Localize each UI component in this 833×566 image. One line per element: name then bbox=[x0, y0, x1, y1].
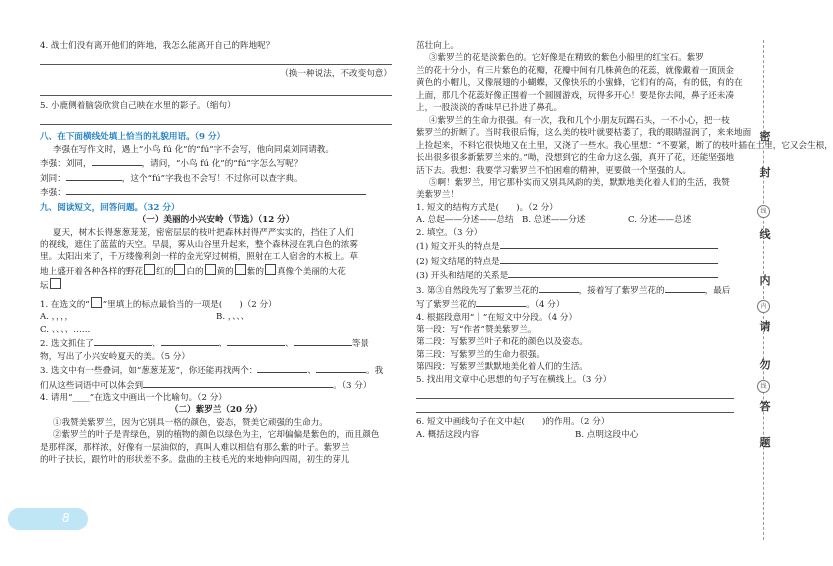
dialog-text: 李强：刘同， bbox=[40, 159, 92, 170]
passage-2-line: 兰的花十分小，有三片紫色的花瓣，花瓣中间有几株黄色的花蕊，就像戴着一顶顶金 bbox=[416, 65, 734, 76]
margin-char: 勿 bbox=[759, 358, 771, 371]
dashed-sealing-line bbox=[763, 40, 764, 540]
passage-2-line: 活下去。我想：我要学习紫罗兰不怕困难的精神，更要做一个坚强的人。 bbox=[416, 165, 692, 176]
punctuation-box[interactable] bbox=[265, 264, 276, 275]
margin-char: 答 bbox=[759, 400, 771, 413]
option-c[interactable]: C. 、、、、…… bbox=[40, 324, 91, 335]
passage-1-line bbox=[40, 264, 392, 278]
question-text: 写了紫罗兰花的 bbox=[416, 300, 477, 311]
dialog-line bbox=[40, 156, 392, 170]
passage-2-line: 长出很多很多新紫罗兰来的。”呦，没想到它的生命力这么强，真开了花，还能坚强地 bbox=[416, 153, 735, 164]
punctuation-box[interactable] bbox=[174, 264, 185, 275]
answer-blank[interactable] bbox=[66, 185, 366, 195]
p2-question-1: 1. 短文的结构方式是( )。（2 分） bbox=[416, 202, 558, 213]
answer-line[interactable] bbox=[40, 54, 392, 65]
p1-question-3: 3. 选文中有一些叠词，如“葱葱茏茏”，你还能再找两个： 、 。我 bbox=[40, 363, 392, 377]
right-column bbox=[416, 40, 833, 441]
page-number-badge bbox=[8, 508, 88, 530]
question-text: 。（3 分） bbox=[333, 380, 372, 391]
passage-1-line: 的视线，遮住了蓝蓝的天空。早晨，雾从山谷里升起来，整个森林浸在乳白色的浓雾 bbox=[40, 239, 358, 250]
left-column bbox=[40, 40, 392, 467]
passage-2-line: ③紫罗兰的花是淡紫色的。它好像是在精致的紫色小船里的红宝石。紫罗 bbox=[428, 53, 704, 64]
answer-line[interactable] bbox=[40, 114, 392, 125]
margin-char: 线 bbox=[759, 228, 771, 241]
passage-text: 红的 bbox=[156, 266, 174, 277]
passage-2-line: ②紫罗兰的叶子是青绿色，别的植物的颜色以绿色为主，它却偏偏是紫色的，而且颜色 bbox=[52, 430, 380, 441]
dialog-text: 刘同： bbox=[40, 173, 66, 184]
p1-question-4: 4. 请用“____”在选文中画出一个比喻句。（2 分） bbox=[40, 392, 227, 403]
answer-blank[interactable] bbox=[143, 378, 333, 388]
answer-blank[interactable] bbox=[294, 336, 352, 346]
p2-q4-item: 第一段：写“作者”赞美紫罗兰。 bbox=[416, 324, 537, 335]
option-a[interactable]: A. 总起——分述——总结 bbox=[416, 215, 514, 226]
answer-blank[interactable] bbox=[66, 171, 122, 181]
option-c[interactable]: C. 分述——总述 bbox=[628, 215, 692, 226]
question-text: ，最后 bbox=[704, 285, 731, 296]
option-a[interactable]: A. 概括这段内容 bbox=[416, 429, 480, 440]
passage-2-line: 上捡起来，不料它很快地又在土里，又浇了一些水。我心里想：“不要紧，断了的枝叶插在土里，它又会生根， bbox=[416, 140, 833, 151]
p2-question-3-cont bbox=[416, 297, 734, 311]
passage-text: 黄的 bbox=[216, 266, 234, 277]
p2-q4-item: 第四段：写紫罗兰默默地美化着人们的生活。 bbox=[416, 362, 588, 373]
passage-text: 坛 bbox=[40, 281, 49, 292]
question-text: (1) 短文开头的特点是 bbox=[416, 242, 500, 253]
margin-circle-mark: 线 bbox=[757, 205, 770, 218]
passage-text: 地上盛开着各种各样的野花 bbox=[40, 266, 144, 277]
passage-2-line: 茁壮向上。 bbox=[416, 41, 459, 51]
p2-q6-options bbox=[416, 429, 734, 441]
passage-2-line: 美紫罗兰！ bbox=[416, 190, 459, 201]
p2-q4-item: 第三段：写紫罗兰的生命力很强。 bbox=[416, 349, 545, 360]
p2-question-4: 4. 根据段意用“｜”在短文中分段。（4 分） bbox=[416, 312, 578, 323]
question-text: 们从这些词语中可以体会到 bbox=[40, 380, 144, 391]
margin-char: 封 bbox=[759, 166, 771, 179]
question-text: (3) 开头和结尾的关系是 bbox=[416, 271, 509, 282]
answer-blank[interactable] bbox=[500, 254, 718, 264]
dialog-text: ，请问，“小鸟 fú 化”的“fú”字怎么写呢？ bbox=[141, 159, 303, 170]
passage-text: 紫的 bbox=[246, 266, 264, 277]
passage-2-line: 紫罗兰的折断了。当时我很后悔，这么美的枝叶就要枯萎了，我的眼睛湿润了，来来地面 bbox=[416, 128, 752, 139]
p2-q2-item bbox=[416, 254, 734, 268]
passage-2-line: 上，一股淡淡的香味早已扑进了鼻孔。 bbox=[416, 103, 563, 114]
passage-2-line: 的叶子扶长，跟竹叶的形状差不多。盘曲的主枝毛光的来地伸向四周，初生的芽儿 bbox=[40, 455, 350, 466]
option-b[interactable]: B. 总述——分述 bbox=[522, 215, 586, 226]
passage-2-line: 是那样深，那样浓，好像有一层油似的，真叫人难以相信有那么紫的叶子。紫罗兰 bbox=[40, 442, 350, 453]
dialog-line bbox=[40, 171, 392, 185]
passage-1-line bbox=[40, 278, 392, 292]
answer-blank[interactable] bbox=[92, 156, 142, 166]
passage-2-line: ④紫罗兰的生命力很强。有一次，我和几个小朋友玩踢石头，一不小心，把一枝 bbox=[428, 115, 730, 126]
passage-2-line: ①我赞美紫罗兰，因为它别具一格的颜色，姿态，赞美它顽强的生命力。 bbox=[52, 417, 328, 428]
answer-blank[interactable] bbox=[665, 283, 705, 293]
punctuation-box[interactable] bbox=[235, 264, 246, 275]
section-9-title: 九、阅读短文，回答问题。（32 分） bbox=[40, 202, 180, 213]
margin-char: 题 bbox=[759, 436, 771, 449]
question-text: 等景 bbox=[351, 339, 369, 350]
answer-blank[interactable] bbox=[500, 239, 718, 249]
option-b[interactable]: B. 点明这段中心 bbox=[575, 429, 639, 440]
section-8-text: 李强在写作文时，遇上“小鸟 fú 化”的“fú”字不会写，他向同桌刘同请教。 bbox=[52, 144, 334, 155]
question-text: (2) 短文结尾的特点是 bbox=[416, 256, 500, 267]
passage-2-line: ⑤啊！紫罗兰，用它那朴实而又别具风韵的美，默默地美化着人们的生活，我赞 bbox=[428, 177, 730, 188]
question-text: 3. 第③自然段先写了紫罗兰花的 bbox=[416, 285, 539, 296]
p2-question-2: 2. 填空。（3 分） bbox=[416, 227, 483, 238]
question-text: 2. 选文抓住了 bbox=[40, 339, 94, 350]
p2-question-5: 5. 找出用文章中心思想的句子写在横线上。（3 分） bbox=[416, 374, 612, 385]
passage-text: 真像个美丽的大花 bbox=[276, 266, 346, 277]
question-4-hint: （换一种说法，不改变句意） bbox=[280, 69, 392, 80]
answer-blank[interactable] bbox=[94, 336, 152, 346]
dialog-line bbox=[40, 185, 392, 199]
p1-question-2: 2. 选文抓住了 、 、 、 等景 bbox=[40, 336, 392, 350]
sealing-line-margin bbox=[745, 0, 800, 566]
option-b[interactable]: B. ，、、、 bbox=[216, 312, 250, 323]
margin-char: 密 bbox=[759, 130, 771, 143]
answer-blank[interactable] bbox=[227, 336, 285, 346]
punctuation-box[interactable] bbox=[205, 264, 216, 275]
question-text: 3. 选文中有一些叠词，如“葱葱茏茏”，你还能再找两个： bbox=[40, 366, 258, 377]
p2-question-3 bbox=[416, 283, 734, 297]
p2-q2-item bbox=[416, 239, 734, 253]
question-5: 5. 小鹿侧着脑袋欣赏自己映在水里的影子。（缩句） bbox=[40, 100, 236, 111]
p2-q2-item bbox=[416, 268, 734, 282]
dialog-text: ，这个“fú”字我也不会写！不过你可以查字典。 bbox=[121, 173, 303, 184]
margin-circle-mark: 内 bbox=[757, 300, 770, 313]
passage-text: 白的 bbox=[186, 266, 204, 277]
margin-char: 请 bbox=[759, 320, 771, 333]
question-4: 4. 战士们没有离开他们的阵地，我怎么能离开自己的阵地呢？ bbox=[40, 41, 275, 51]
margin-char: 内 bbox=[759, 274, 771, 287]
question-text: 。（4 分） bbox=[526, 300, 565, 311]
p1-q1-options bbox=[40, 311, 392, 323]
passage-1-title: （一）美丽的小兴安岭（节选）（12 分） bbox=[137, 215, 295, 226]
answer-blank[interactable] bbox=[316, 363, 366, 373]
passage-1-line: 夏天，树木长得葱葱茏茏，密密层层的枝叶把森林封得严严实实的，挡住了人们 bbox=[52, 227, 354, 238]
margin-circle-mark: 线 bbox=[757, 380, 770, 393]
p1-question-1 bbox=[40, 297, 392, 311]
answer-blank[interactable] bbox=[539, 283, 579, 293]
page-number: 8 bbox=[62, 511, 70, 525]
p2-question-6: 6. 短文中画线句子在文中起( )的作用。（2 分） bbox=[416, 417, 610, 428]
punctuation-box[interactable] bbox=[50, 278, 61, 289]
answer-blank[interactable] bbox=[476, 297, 526, 307]
question-text: ”里填上的标点最恰当的一项是( )（2 分） bbox=[102, 299, 277, 310]
question-text: 1. 在选文的“ bbox=[40, 299, 90, 310]
answer-line[interactable] bbox=[416, 402, 734, 413]
passage-2-line: 上面，那几个花蕊好像正围着一个圆圆游戏，玩得多开心！要是你去闻，鼻子还未凑 bbox=[416, 90, 734, 101]
question-text: 。我 bbox=[366, 366, 384, 377]
passage-1-line: 里。太阳出来了，千万缕像利剑一样的金光穿过树梢，照射在工人宿舍的木板上。草 bbox=[40, 252, 358, 263]
p2-q4-item: 第二段：写紫罗兰叶子和花的颜色以及姿态。 bbox=[416, 337, 588, 348]
p1-question-2-cont: 物，写出了小兴安岭夏天的美。（5 分） bbox=[40, 351, 190, 362]
passage-2-line: 黄色的小帽儿，又像展翅的小蝴蝶，又像快乐的小蜜蜂，它们有的高，有的低，有的在 bbox=[416, 78, 743, 89]
answer-blank[interactable] bbox=[161, 336, 219, 346]
answer-blank[interactable] bbox=[508, 268, 718, 278]
passage-2-title: （二）紫罗兰（20 分） bbox=[169, 405, 263, 416]
question-text: ，接着写了紫罗兰花的 bbox=[578, 285, 665, 296]
p1-question-3-cont bbox=[40, 378, 392, 392]
p2-q1-options bbox=[416, 214, 734, 226]
answer-blank[interactable] bbox=[257, 363, 307, 373]
answer-line[interactable] bbox=[40, 85, 392, 96]
section-8-title: 八、在下面横线处填上恰当的礼貌用语。（9 分） bbox=[40, 132, 226, 143]
punctuation-box[interactable] bbox=[144, 264, 155, 275]
dialog-text: 李强： bbox=[40, 188, 66, 199]
option-a[interactable]: A. ，，，， bbox=[40, 312, 74, 323]
box-symbol bbox=[91, 297, 102, 308]
answer-line[interactable] bbox=[416, 388, 734, 399]
